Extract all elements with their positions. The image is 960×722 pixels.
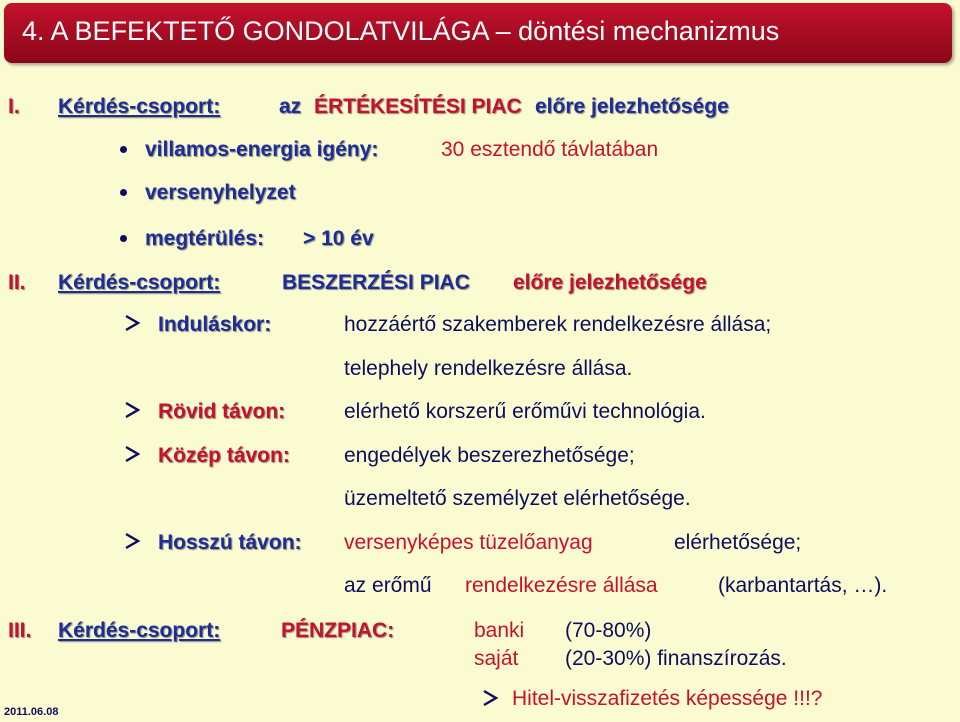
funding-source: saját [474,647,519,670]
section-2-number: II. [8,271,26,294]
item-text: engedélyek beszerezhetősége; [344,444,635,467]
section-3-label: Kérdés-csoport: [58,619,221,642]
slide-title: 4. A BEFEKTETŐ GONDOLATVILÁGA – döntési mechanizmus [22,16,780,46]
item-label: Rövid távon: [158,400,286,423]
section-1-label: Kérdés-csoport: [58,95,221,118]
section-2-heading: BESZERZÉSI PIAC [282,271,470,294]
item-text: az erőmű [344,574,432,597]
bullet-value: 30 esztendő távlatában [441,138,659,161]
arrow-bullet-icon [124,401,140,419]
section-3-heading: PÉNZPIAC: [281,619,395,642]
arrow-bullet-icon [482,689,498,707]
bullet-value: > 10 év [303,227,374,250]
item-text-highlight: versenyképes tüzelőanyag [344,531,593,554]
repayment-note: Hitel-visszafizetés képessége !!!? [512,687,823,710]
item-label: Hosszú távon: [158,531,302,554]
bullet-label: megtérülés: [145,227,265,250]
item-label: Induláskor: [158,313,272,336]
bullet-dot [120,189,127,196]
section-1-suffix: előre jelezhetősége [535,95,729,118]
arrow-bullet-icon [124,314,140,332]
item-text: elérhető korszerű erőművi technológia. [344,400,706,423]
item-text: (karbantartás, …). [718,574,888,597]
item-text: telephely rendelkezésre állása. [344,357,633,380]
section-2-suffix: előre jelezhetősége [513,271,707,294]
funding-share: (70-80%) [565,619,652,642]
section-1-highlight: ÉRTÉKESÍTÉSI PIAC [314,95,522,118]
title-bar [4,3,952,63]
bullet-dot [120,146,127,153]
bullet-dot [120,235,127,242]
section-2-label: Kérdés-csoport: [58,271,221,294]
item-text: elérhetősége; [674,531,802,554]
item-label: Közép távon: [158,444,290,467]
item-text-highlight: rendelkezésre állása [465,574,658,597]
section-1-number: I. [8,95,20,118]
section-3-number: III. [8,619,32,642]
funding-share: (20-30%) finanszírozás. [565,647,787,670]
bullet-label: versenyhelyzet [145,181,296,204]
item-text: hozzáértő szakemberek rendelkezésre állása; [344,313,772,336]
arrow-bullet-icon [124,445,140,463]
slide-date: 2011.06.08 [4,706,59,718]
section-1-prefix: az [279,95,302,118]
bullet-label: villamos-energia igény: [145,138,379,161]
item-text: üzemeltető személyzet elérhetősége. [344,487,691,510]
arrow-bullet-icon [124,532,140,550]
funding-source: banki [474,619,525,642]
